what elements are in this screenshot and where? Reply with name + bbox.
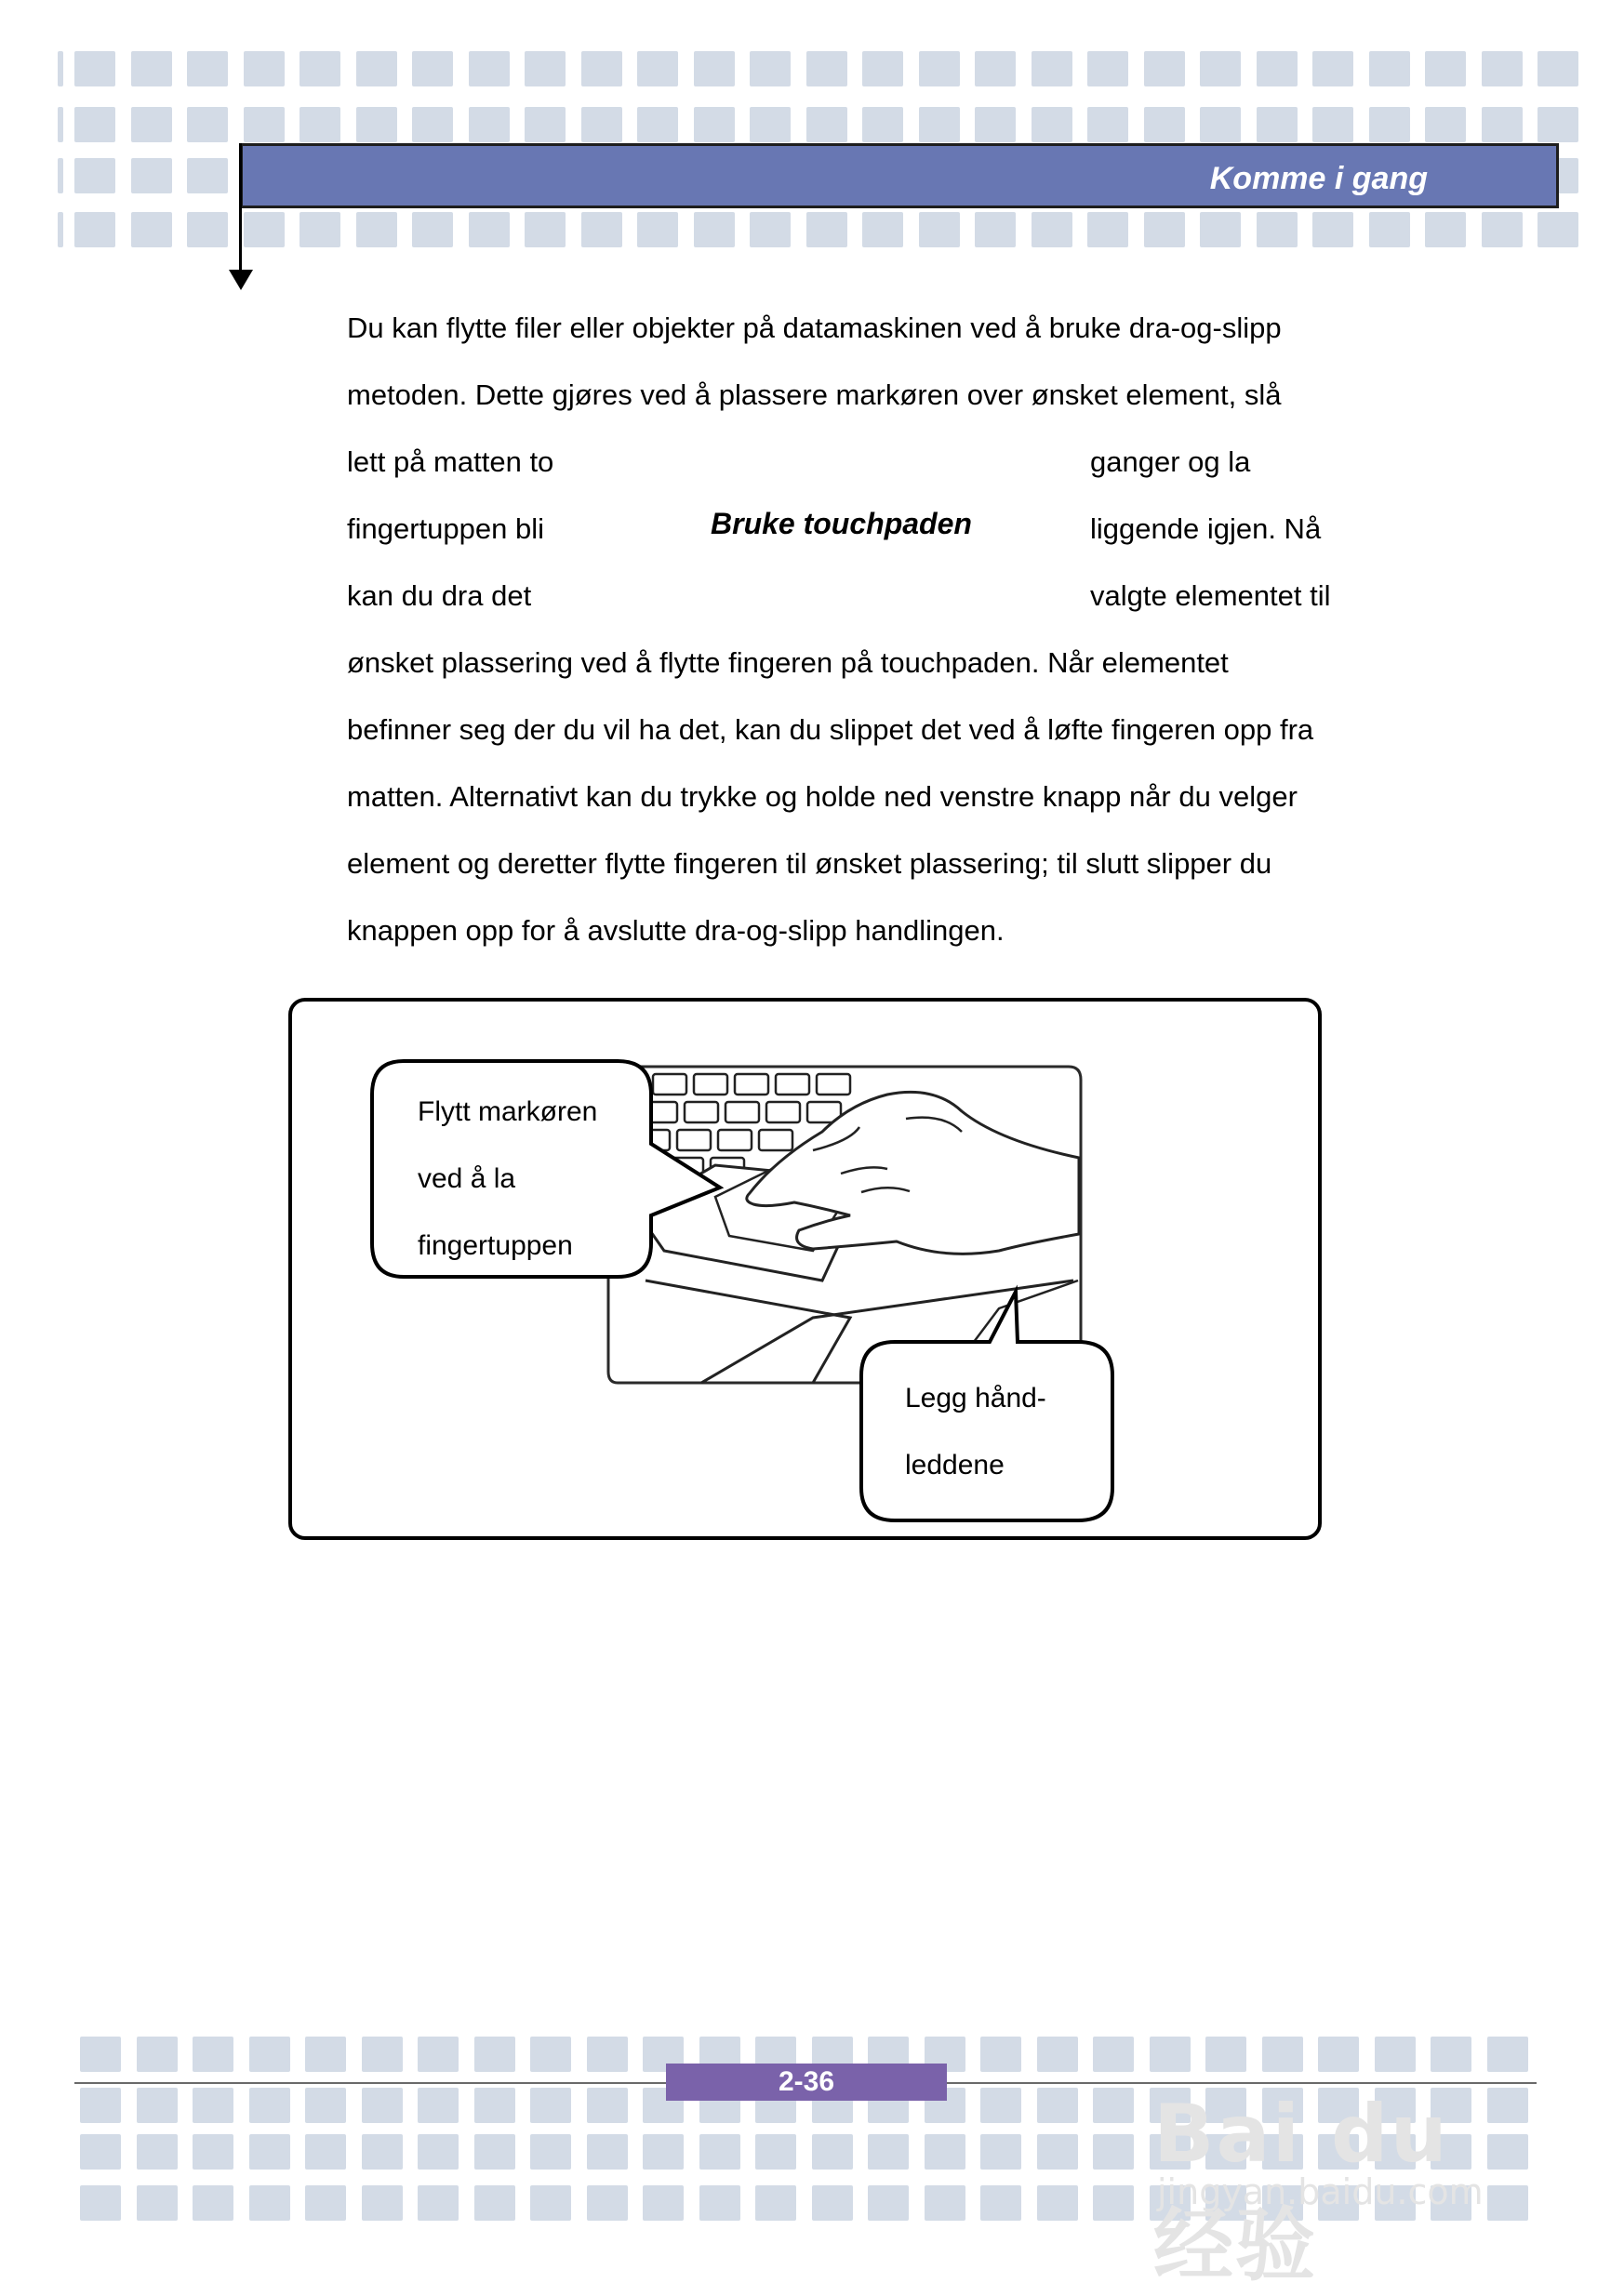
decor-tile — [1312, 51, 1353, 86]
decor-tile — [755, 2185, 796, 2221]
decor-tile — [1087, 51, 1128, 86]
decor-tile — [74, 51, 115, 86]
body-line: metoden. Dette gjøres ved å plassere markøren over ønsket element, slå — [347, 378, 1282, 411]
decor-tile — [1425, 51, 1466, 86]
decor-tile — [581, 212, 622, 247]
decor-tile — [525, 212, 566, 247]
decor-tile — [1200, 107, 1241, 142]
watermark — [1153, 2032, 1544, 2292]
decor-tile — [131, 158, 172, 193]
decor-tile — [418, 2088, 459, 2123]
decor-tile — [187, 212, 228, 247]
decor-tile — [1537, 212, 1578, 247]
decor-tile — [305, 2088, 346, 2123]
watermark-main: Bai du 经验 — [1153, 2088, 1449, 2292]
decor-tile — [1257, 212, 1298, 247]
decor-tile — [249, 2088, 290, 2123]
decor-tile — [137, 2185, 178, 2221]
body-line: Du kan flytte filer eller objekter på datamaskinen ved å bruke dra-og-slipp — [347, 312, 1282, 344]
decor-tile — [975, 51, 1016, 86]
decor-tile — [187, 107, 228, 142]
decor-tile — [1093, 2037, 1134, 2072]
decor-tile — [750, 51, 791, 86]
decor-tile — [137, 2037, 178, 2072]
decor-tile — [474, 2037, 515, 2072]
decor-tile — [58, 158, 63, 193]
decor-tile — [925, 2134, 965, 2170]
decor-tile — [1200, 51, 1241, 86]
decor-tile — [587, 2037, 628, 2072]
decor-tile — [1369, 212, 1410, 247]
section-title: Bruke touchpaden — [711, 507, 972, 540]
decor-tile — [975, 107, 1016, 142]
decor-tile — [412, 212, 453, 247]
decor-tile — [806, 107, 847, 142]
decor-tile — [1257, 107, 1298, 142]
body-line: knappen opp for å avslutte dra-og-slipp handlingen. — [347, 914, 1005, 947]
body-line: matten. Alternativt kan du trykke og holde ned venstre knapp når du velger — [347, 780, 1298, 813]
decor-tile — [362, 2134, 403, 2170]
decor-tile — [530, 2185, 571, 2221]
decor-tile — [418, 2037, 459, 2072]
header-tile-pattern — [0, 0, 1624, 251]
decor-tile — [1087, 107, 1128, 142]
decor-tile — [637, 212, 678, 247]
decor-tile — [474, 2185, 515, 2221]
decor-tile — [249, 2185, 290, 2221]
decor-tile — [362, 2037, 403, 2072]
decor-tile — [1093, 2134, 1134, 2170]
decor-tile — [80, 2185, 121, 2221]
decor-tile — [244, 51, 285, 86]
touchpad-figure — [288, 998, 1322, 1540]
decor-tile — [1200, 212, 1241, 247]
decor-tile — [1482, 212, 1523, 247]
decor-tile — [193, 2037, 233, 2072]
decor-tile — [305, 2037, 346, 2072]
decor-tile — [74, 212, 115, 247]
callout-left-line: fingertuppen — [418, 1230, 573, 1261]
decor-tile — [1037, 2134, 1078, 2170]
decor-tile — [750, 107, 791, 142]
decor-tile — [637, 51, 678, 86]
decor-tile — [1425, 107, 1466, 142]
decor-tile — [137, 2134, 178, 2170]
decor-tile — [305, 2185, 346, 2221]
decor-tile — [418, 2134, 459, 2170]
decor-tile — [249, 2134, 290, 2170]
decor-tile — [530, 2134, 571, 2170]
margin-arrow-icon — [229, 270, 253, 290]
decor-tile — [1369, 107, 1410, 142]
decor-tile — [1032, 212, 1072, 247]
decor-tile — [187, 158, 228, 193]
decor-tile — [868, 2185, 909, 2221]
decor-tile — [862, 51, 903, 86]
callout-right-line: leddene — [905, 1450, 1005, 1480]
callout-left-line: Flytt markøren — [418, 1096, 598, 1127]
decor-tile — [587, 2134, 628, 2170]
decor-tile — [193, 2185, 233, 2221]
decor-tile — [80, 2037, 121, 2072]
decor-tile — [525, 51, 566, 86]
decor-tile — [587, 2185, 628, 2221]
body-line: kan du dra det — [347, 579, 532, 612]
decor-tile — [980, 2088, 1021, 2123]
decor-tile — [980, 2134, 1021, 2170]
decor-tile — [699, 2134, 740, 2170]
decor-tile — [244, 212, 285, 247]
decor-tile — [469, 107, 510, 142]
body-line-right: valgte elementet til — [1090, 579, 1331, 612]
decor-tile — [581, 51, 622, 86]
decor-tile — [1144, 107, 1185, 142]
decor-tile — [862, 212, 903, 247]
decor-tile — [1032, 107, 1072, 142]
decor-tile — [1537, 51, 1578, 86]
decor-tile — [249, 2037, 290, 2072]
decor-tile — [193, 2134, 233, 2170]
callout-left-line: ved å la — [418, 1163, 516, 1194]
decor-tile — [637, 107, 678, 142]
decor-tile — [362, 2185, 403, 2221]
decor-tile — [193, 2088, 233, 2123]
decor-tile — [412, 107, 453, 142]
decor-tile — [643, 2185, 684, 2221]
decor-tile — [1369, 51, 1410, 86]
decor-tile — [58, 51, 63, 86]
decor-tile — [812, 2134, 853, 2170]
decor-tile — [587, 2088, 628, 2123]
body-line-right: liggende igjen. Nå — [1090, 512, 1322, 545]
decor-tile — [412, 51, 453, 86]
decor-tile — [356, 51, 397, 86]
decor-tile — [131, 212, 172, 247]
decor-tile — [474, 2134, 515, 2170]
decor-tile — [137, 2088, 178, 2123]
decor-tile — [356, 107, 397, 142]
body-line-right: ganger og la — [1090, 445, 1251, 478]
touchpad-illustration — [292, 1002, 1325, 1544]
decor-tile — [925, 2185, 965, 2221]
decor-tile — [530, 2037, 571, 2072]
decor-tile — [187, 51, 228, 86]
decor-tile — [1037, 2037, 1078, 2072]
decor-tile — [469, 51, 510, 86]
watermark-sub: jingyan.baidu.com — [1157, 2171, 1484, 2212]
decor-tile — [530, 2088, 571, 2123]
decor-tile — [131, 51, 172, 86]
decor-tile — [1312, 107, 1353, 142]
decor-tile — [1037, 2185, 1078, 2221]
decor-tile — [919, 212, 960, 247]
chapter-title: Komme i gang — [1209, 161, 1428, 196]
decor-tile — [1482, 51, 1523, 86]
decor-tile — [474, 2088, 515, 2123]
callout-right-line: Legg hånd- — [905, 1383, 1046, 1413]
decor-tile — [980, 2185, 1021, 2221]
decor-tile — [1087, 212, 1128, 247]
body-line: befinner seg der du vil ha det, kan du slippet det ved å løfte fingeren opp fra — [347, 713, 1314, 746]
decor-tile — [1537, 107, 1578, 142]
decor-tile — [74, 107, 115, 142]
decor-tile — [812, 2185, 853, 2221]
decor-tile — [1032, 51, 1072, 86]
decor-tile — [1144, 51, 1185, 86]
decor-tile — [525, 107, 566, 142]
decor-tile — [806, 212, 847, 247]
margin-line — [239, 143, 242, 273]
decor-tile — [469, 212, 510, 247]
decor-tile — [806, 51, 847, 86]
body-line: element og deretter flytte fingeren til ønsket plassering; til slutt slipper du — [347, 847, 1272, 880]
decor-tile — [80, 2088, 121, 2123]
decor-tile — [1093, 2088, 1134, 2123]
decor-tile — [750, 212, 791, 247]
decor-tile — [755, 2134, 796, 2170]
decor-tile — [300, 212, 340, 247]
decor-tile — [362, 2088, 403, 2123]
decor-tile — [305, 2134, 346, 2170]
decor-tile — [1312, 212, 1353, 247]
decor-tile — [418, 2185, 459, 2221]
decor-tile — [694, 51, 735, 86]
decor-tile — [244, 107, 285, 142]
decor-tile — [919, 51, 960, 86]
decor-tile — [868, 2134, 909, 2170]
decor-tile — [862, 107, 903, 142]
decor-tile — [58, 212, 63, 247]
chapter-header-bar — [240, 143, 1559, 208]
decor-tile — [975, 212, 1016, 247]
page-number: 2-36 — [666, 2064, 947, 2101]
decor-tile — [694, 107, 735, 142]
decor-tile — [74, 158, 115, 193]
body-line: lett på matten to — [347, 445, 554, 478]
decor-tile — [919, 107, 960, 142]
decor-tile — [980, 2037, 1021, 2072]
decor-tile — [80, 2134, 121, 2170]
decor-tile — [300, 51, 340, 86]
decor-tile — [1257, 51, 1298, 86]
body-line: fingertuppen bli — [347, 512, 544, 545]
decor-tile — [1482, 107, 1523, 142]
decor-tile — [131, 107, 172, 142]
decor-tile — [300, 107, 340, 142]
decor-tile — [356, 212, 397, 247]
decor-tile — [58, 107, 63, 142]
decor-tile — [1144, 212, 1185, 247]
decor-tile — [1425, 212, 1466, 247]
decor-tile — [699, 2185, 740, 2221]
decor-tile — [694, 212, 735, 247]
body-line: ønsket plassering ved å flytte fingeren på touchpaden. Når elementet — [347, 646, 1229, 679]
decor-tile — [581, 107, 622, 142]
decor-tile — [1093, 2185, 1134, 2221]
decor-tile — [643, 2134, 684, 2170]
decor-tile — [1037, 2088, 1078, 2123]
